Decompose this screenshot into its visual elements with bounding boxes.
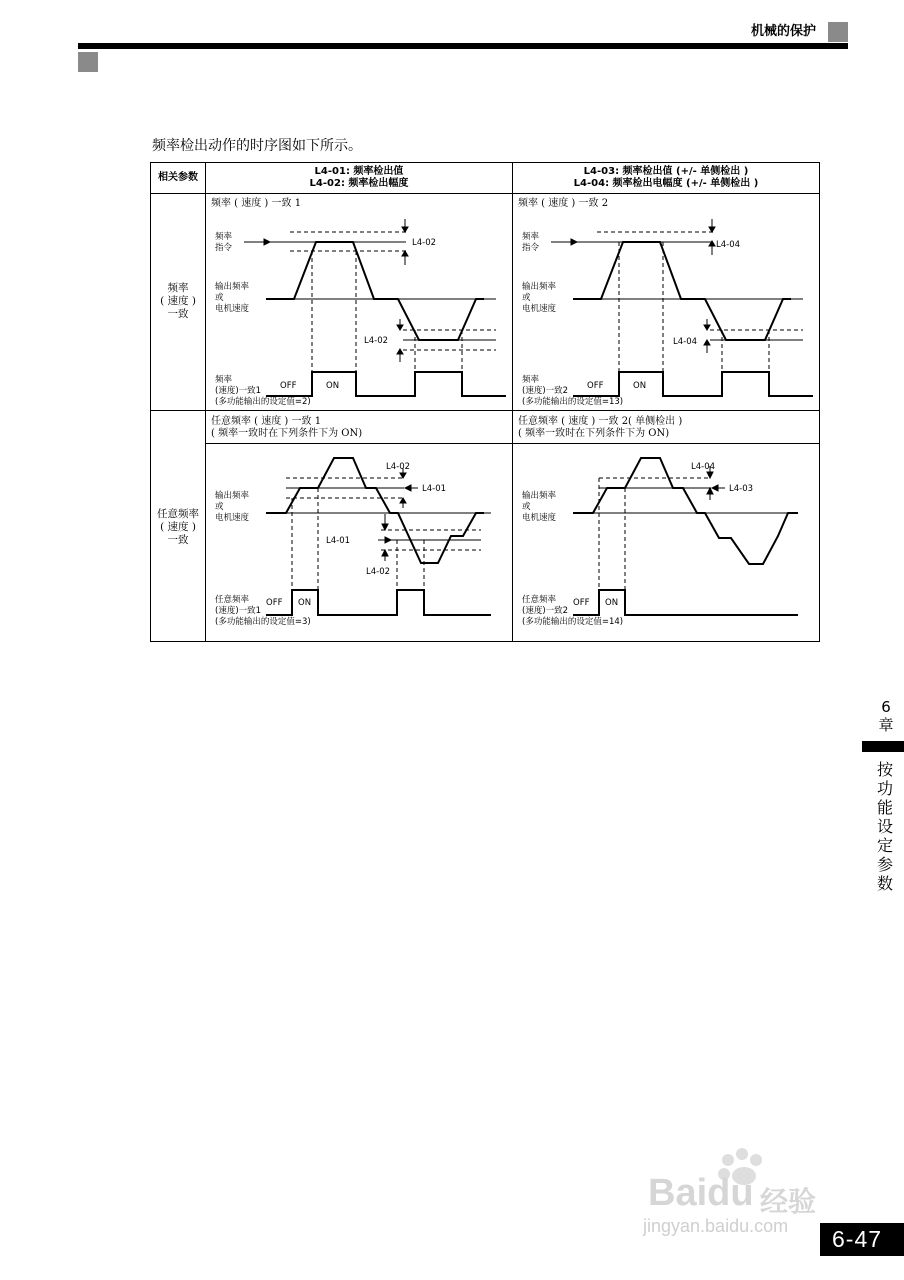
intro-text: 频率检出动作的时序图如下所示。 xyxy=(152,138,362,154)
panel3-diagram xyxy=(206,444,512,640)
param-label: L4-02 xyxy=(412,238,437,248)
param-label: L4-03 xyxy=(729,484,754,494)
ref-label: 指令 xyxy=(215,243,233,253)
off-label: OFF xyxy=(280,381,297,391)
row1-label-line: ( 速度 ) xyxy=(160,295,196,307)
param-label: L4-04 xyxy=(716,240,741,250)
col-header-1 xyxy=(206,166,512,190)
output-label: 或 xyxy=(215,293,224,303)
col2-line1: L4-03: 频率检出值 (+/- 单侧检出 ) xyxy=(583,166,749,177)
panel2-diagram xyxy=(513,211,819,409)
signal-label: (速度)一致1 xyxy=(215,606,262,616)
output-waveform xyxy=(266,458,484,563)
col1-line1: L4-01: 频率检出值 xyxy=(314,166,404,177)
signal-label: 任意频率 xyxy=(522,595,557,605)
row1-label-line: 频率 xyxy=(167,282,189,294)
off-label: OFF xyxy=(587,381,604,391)
signal-waveform xyxy=(266,372,506,396)
panel1-title: 频率 ( 速度 ) 一致 1 xyxy=(211,198,302,209)
output-label: 电机速度 xyxy=(215,513,250,523)
output-label: 输出频率 xyxy=(215,282,250,292)
panel4-diagram xyxy=(513,444,819,640)
off-label: OFF xyxy=(266,598,283,608)
panel3-title-line1: 任意频率 ( 速度 ) 一致 1 xyxy=(211,416,322,427)
signal-label: (速度)一致2 xyxy=(522,386,569,396)
param-label: L4-02 xyxy=(366,567,391,577)
ref-label: 频率 xyxy=(522,232,540,242)
param-label: L4-04 xyxy=(673,337,698,347)
watermark-url: jingyan.baidu.com xyxy=(643,1216,789,1236)
chapter-number-char: 章 xyxy=(878,716,894,734)
param-label: L4-01 xyxy=(422,484,447,494)
signal-label: (速度)一致1 xyxy=(215,386,262,396)
chapter-bar xyxy=(862,741,904,752)
header-rule xyxy=(78,43,848,49)
watermark-cn: 经验 xyxy=(760,1185,817,1218)
output-label: 输出频率 xyxy=(522,282,557,292)
signal-label: (多功能输出的设定值=2) xyxy=(215,397,311,407)
timing-table xyxy=(150,162,820,642)
signal-label: (多功能输出的设定值=14) xyxy=(522,617,624,627)
signal-label: (多功能输出的设定值=13) xyxy=(522,397,624,407)
signal-label: 频率 xyxy=(522,375,540,385)
signal-label: (速度)一致2 xyxy=(522,606,569,616)
output-waveform xyxy=(573,458,798,564)
row2-label-line: 一致 xyxy=(167,534,189,546)
panel1-diagram xyxy=(206,211,512,409)
col-header-2 xyxy=(513,166,819,190)
panel4-title xyxy=(518,416,682,440)
chapter-number xyxy=(868,698,904,734)
off-label: OFF xyxy=(573,598,590,608)
output-waveform xyxy=(266,242,484,340)
panel4-title-line1: 任意频率 ( 速度 ) 一致 2( 单侧检出 ) xyxy=(518,416,683,427)
param-label: L4-02 xyxy=(386,462,411,472)
header-title: 机械的保护 xyxy=(750,24,816,39)
ref-arrowhead xyxy=(264,239,270,245)
signal-label: 频率 xyxy=(215,375,233,385)
header-marker xyxy=(828,22,848,42)
ref-label: 指令 xyxy=(522,243,540,253)
left-marker xyxy=(78,52,98,72)
output-label: 电机速度 xyxy=(522,513,557,523)
chapter-number-digit: 6 xyxy=(881,698,891,716)
on-label: ON xyxy=(326,381,340,391)
output-label: 电机速度 xyxy=(522,304,557,314)
on-label: ON xyxy=(298,598,312,608)
output-waveform xyxy=(573,242,791,340)
row1-label xyxy=(151,282,205,321)
header-row-divider xyxy=(151,193,819,194)
col-header-params: 相关参数 xyxy=(158,172,198,183)
col2-line2: L4-04: 频率检出电幅度 (+/- 单侧检出 ) xyxy=(573,178,759,189)
output-label: 输出频率 xyxy=(215,491,250,501)
output-label: 电机速度 xyxy=(215,304,250,314)
output-label: 或 xyxy=(522,293,531,303)
signal-waveform xyxy=(573,372,813,396)
row2-label-line: 任意频率 xyxy=(157,508,199,520)
param-label: L4-01 xyxy=(326,536,351,546)
on-label: ON xyxy=(633,381,647,391)
signal-label: (多功能输出的设定值=3) xyxy=(215,617,311,627)
panel3-title xyxy=(211,416,362,440)
row2-label-line: ( 速度 ) xyxy=(160,521,196,533)
page-number: 6-47 xyxy=(832,1226,883,1252)
row1-label-line: 一致 xyxy=(167,308,189,320)
param-label: L4-02 xyxy=(364,336,389,346)
col1-line2: L4-02: 频率检出幅度 xyxy=(309,178,409,189)
watermark-logo: Baidu xyxy=(648,1172,754,1214)
signal-label: 任意频率 xyxy=(215,595,250,605)
output-label: 或 xyxy=(522,502,531,512)
on-label: ON xyxy=(605,598,619,608)
panel3-title-line2: ( 频率一致时在下列条件下为 ON) xyxy=(211,428,363,439)
ref-label: 频率 xyxy=(215,232,233,242)
panel4-title-line2: ( 频率一致时在下列条件下为 ON) xyxy=(518,428,670,439)
param-label: L4-04 xyxy=(691,462,716,472)
chapter-title: 按功能设定参数 xyxy=(876,760,893,893)
panel2-title: 频率 ( 速度 ) 一致 2 xyxy=(518,198,609,209)
row-divider xyxy=(151,410,819,411)
row2-label xyxy=(151,508,205,547)
output-label: 或 xyxy=(215,502,224,512)
output-label: 输出频率 xyxy=(522,491,557,501)
